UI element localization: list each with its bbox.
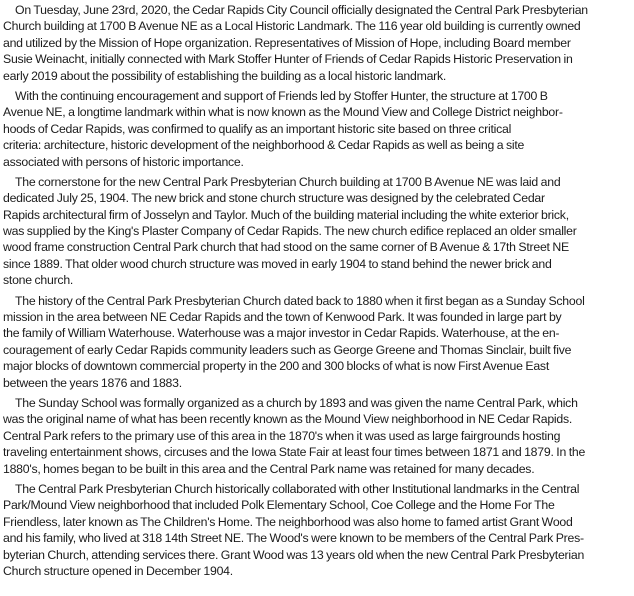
- text-line: byterian Church, attending services there. Grant Wood was 13 years old when the new Central Park Presbyterian: [3, 547, 585, 562]
- text-line: early 2019 about the possibility of establishing the building as a local historic landmark.: [3, 68, 447, 83]
- text-line: was the original name of what has been recently known as the Mound View neighborhood in NE Cedar Rapids.: [3, 412, 573, 427]
- text-line: Susie Weinacht, initially connected with Mark Stoffer Hunter of Friends of Cedar Rapids Historic Preservation in: [3, 52, 573, 67]
- paragraph: [3, 2, 634, 84]
- text-line: The history of the Central Park Presbyterian Church dated back to 1880 when it first began as a Sunday School: [15, 293, 585, 308]
- text-line: mission in the area between NE Cedar Rapids and the town of Kenwood Park. It was founded in large part by: [3, 310, 562, 325]
- text-line: criteria: architecture, historic development of the neighborhood & Cedar Rapids as well as being a site: [3, 138, 525, 153]
- text-line: and utilized by the Mission of Hope organization. Representatives of Mission of Hope, including Board member: [3, 35, 571, 50]
- text-line: stone church.: [3, 273, 74, 288]
- text-line: Avenue NE, a longtime landmark within what is now known as the Mound View and College District neighbor-: [3, 105, 563, 120]
- text-line: and his family, who lived at 318 14th Street NE. The Wood's were known to be members of the Central Park Pres-: [3, 531, 584, 546]
- text-line: Rapids architectural firm of Josselyn and Taylor. Much of the building material including the white exterior brick,: [3, 207, 569, 222]
- text-line: wood frame construction Central Park church that had stood on the same corner of B Avenue & 17th Street NE: [3, 240, 569, 255]
- paragraph: [3, 88, 634, 170]
- text-line: was supplied by the King's Plaster Company of Cedar Rapids. The new church edifice replaced an older smaller: [3, 224, 577, 239]
- paragraph: [3, 174, 634, 289]
- text-line: dedicated July 25, 1904. The new brick and stone church structure was designed by the celebrated Cedar: [3, 191, 545, 206]
- paragraph: [3, 481, 634, 579]
- text-line: Friendless, later known as The Children's Home. The neighborhood was also home to famed artist Grant Wood: [3, 514, 573, 529]
- text-line: Church building at 1700 B Avenue NE as a Local Historic Landmark. The 116 year old building is currently owned: [3, 19, 581, 34]
- paragraph: [3, 293, 634, 391]
- text-line: traveling entertainment shows, circuses and the Iowa State Fair at least four times between 1871 and 1879. In the: [3, 445, 586, 460]
- text-line: Church structure opened in December 1904.: [3, 563, 233, 578]
- text-line: The cornerstone for the new Central Park Presbyterian Church building at 1700 B Avenue NE was laid and: [15, 174, 561, 189]
- text-line: The Sunday School was formally organized as a church by 1893 and was given the name Central Park, which: [15, 395, 578, 410]
- text-line: major blocks of downtown commercial property in the 200 and 300 blocks of what is now First Avenue East: [3, 359, 550, 374]
- text-line: since 1889. That older wood church structure was moved in early 1904 to stand behind the newer brick and: [3, 256, 552, 271]
- text-line: The Central Park Presbyterian Church historically collaborated with other Institutional landmarks in the Central: [15, 481, 580, 496]
- text-line: associated with persons of historic importance.: [3, 154, 244, 169]
- text-line: between the years 1876 and 1883.: [3, 375, 182, 390]
- text-line: the family of William Waterhouse. Waterhouse was a major investor in Cedar Rapids. Waterhouse, at the en-: [3, 326, 560, 341]
- text-line: Park/Mound View neighborhood that included Polk Elementary School, Coe College and the Home For The: [3, 498, 555, 513]
- text-line: 1880's, homes began to be built in this area and the Central Park name was retained for many decades.: [3, 461, 535, 476]
- text-line: couragement of early Cedar Rapids community leaders such as George Greene and Thomas Sinclair, built five: [3, 342, 572, 357]
- text-line: With the continuing encouragement and support of Friends led by Stoffer Hunter, the structure at 1700 B: [15, 88, 548, 103]
- text-line: hoods of Cedar Rapids, was confirmed to qualify as an important historic site based on three critical: [3, 121, 512, 136]
- text-line: On Tuesday, June 23rd, 2020, the Cedar Rapids City Council officially designated the Central Park Presbyterian: [15, 3, 588, 17]
- text-line: Central Park refers to the primary use of this area in the 1870's when it was used as large fairgrounds hosting: [3, 428, 561, 443]
- paragraph: [3, 395, 634, 477]
